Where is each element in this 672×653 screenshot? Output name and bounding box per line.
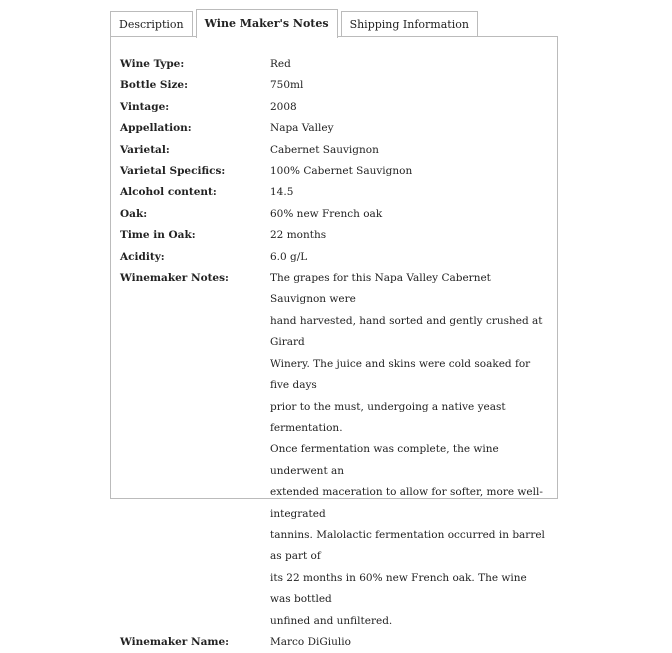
- detail-row-varietal: [120, 140, 550, 161]
- detail-value: Marco DiGiulio: [270, 635, 351, 648]
- detail-value: 2008: [270, 100, 297, 113]
- detail-row-alcohol-content: [120, 182, 550, 203]
- detail-label: Time in Oak:: [120, 229, 196, 242]
- detail-row-bottle-size: [120, 75, 550, 96]
- tab-panel-wine-makers-notes: [110, 36, 558, 648]
- tab-wine-makers-notes[interactable]: Wine Maker's Notes: [196, 9, 338, 38]
- detail-value: Cabernet Sauvignon: [270, 143, 379, 156]
- detail-value: 750ml: [270, 79, 304, 92]
- tab-description[interactable]: Description: [110, 11, 193, 37]
- wine-details-list: [120, 54, 550, 653]
- detail-row-oak: [120, 204, 550, 225]
- detail-label: Wine Type:: [120, 58, 185, 70]
- detail-label: Acidity:: [120, 250, 165, 263]
- tab-bar: [110, 9, 481, 37]
- detail-value: 6.0 g/L: [270, 250, 308, 263]
- detail-label: Winemaker Notes:: [120, 272, 229, 285]
- detail-row-vintage: [120, 97, 550, 118]
- detail-value: Napa Valley: [270, 122, 334, 135]
- tab-shipping-information[interactable]: Shipping Information: [341, 11, 478, 37]
- detail-row-wine-type: [120, 54, 550, 75]
- detail-row-time-in-oak: [120, 225, 550, 246]
- detail-row-appellation: [120, 118, 550, 139]
- detail-value: The grapes for this Napa Valley Cabernet Sauvignon were hand harvested, hand sorted and gently crushed at Girard Winery. The juice and skins were cold soaked for five days prior to the must, undergoing a native yeast fermentation. Once fermentation was complete, the wine underwent an extended maceration to allow for softer, more well-integrated tannins. Malolactic fermentation occurred in barrel as part of its 22 months in 60% new French oak. The wine was bottled unfined and unfiltered.: [270, 272, 545, 627]
- detail-row-winemaker-notes: [120, 268, 550, 632]
- detail-value: 100% Cabernet Sauvignon: [270, 165, 413, 178]
- detail-value: Red: [270, 58, 291, 70]
- detail-label: Oak:: [120, 207, 148, 220]
- detail-row-winemaker-name: [120, 632, 550, 653]
- detail-label: Alcohol content:: [120, 186, 217, 199]
- detail-row-acidity: [120, 247, 550, 268]
- detail-value: 60% new French oak: [270, 207, 383, 220]
- detail-label: Varietal Specifics:: [120, 165, 226, 178]
- detail-label: Vintage:: [120, 100, 170, 113]
- detail-value: 22 months: [270, 229, 327, 242]
- detail-label: Winemaker Name:: [120, 635, 230, 648]
- detail-row-varietal-specifics: [120, 161, 550, 182]
- detail-value: 14.5: [270, 186, 294, 199]
- detail-label: Appellation:: [120, 122, 192, 135]
- detail-label: Varietal:: [120, 143, 170, 156]
- detail-label: Bottle Size:: [120, 79, 188, 92]
